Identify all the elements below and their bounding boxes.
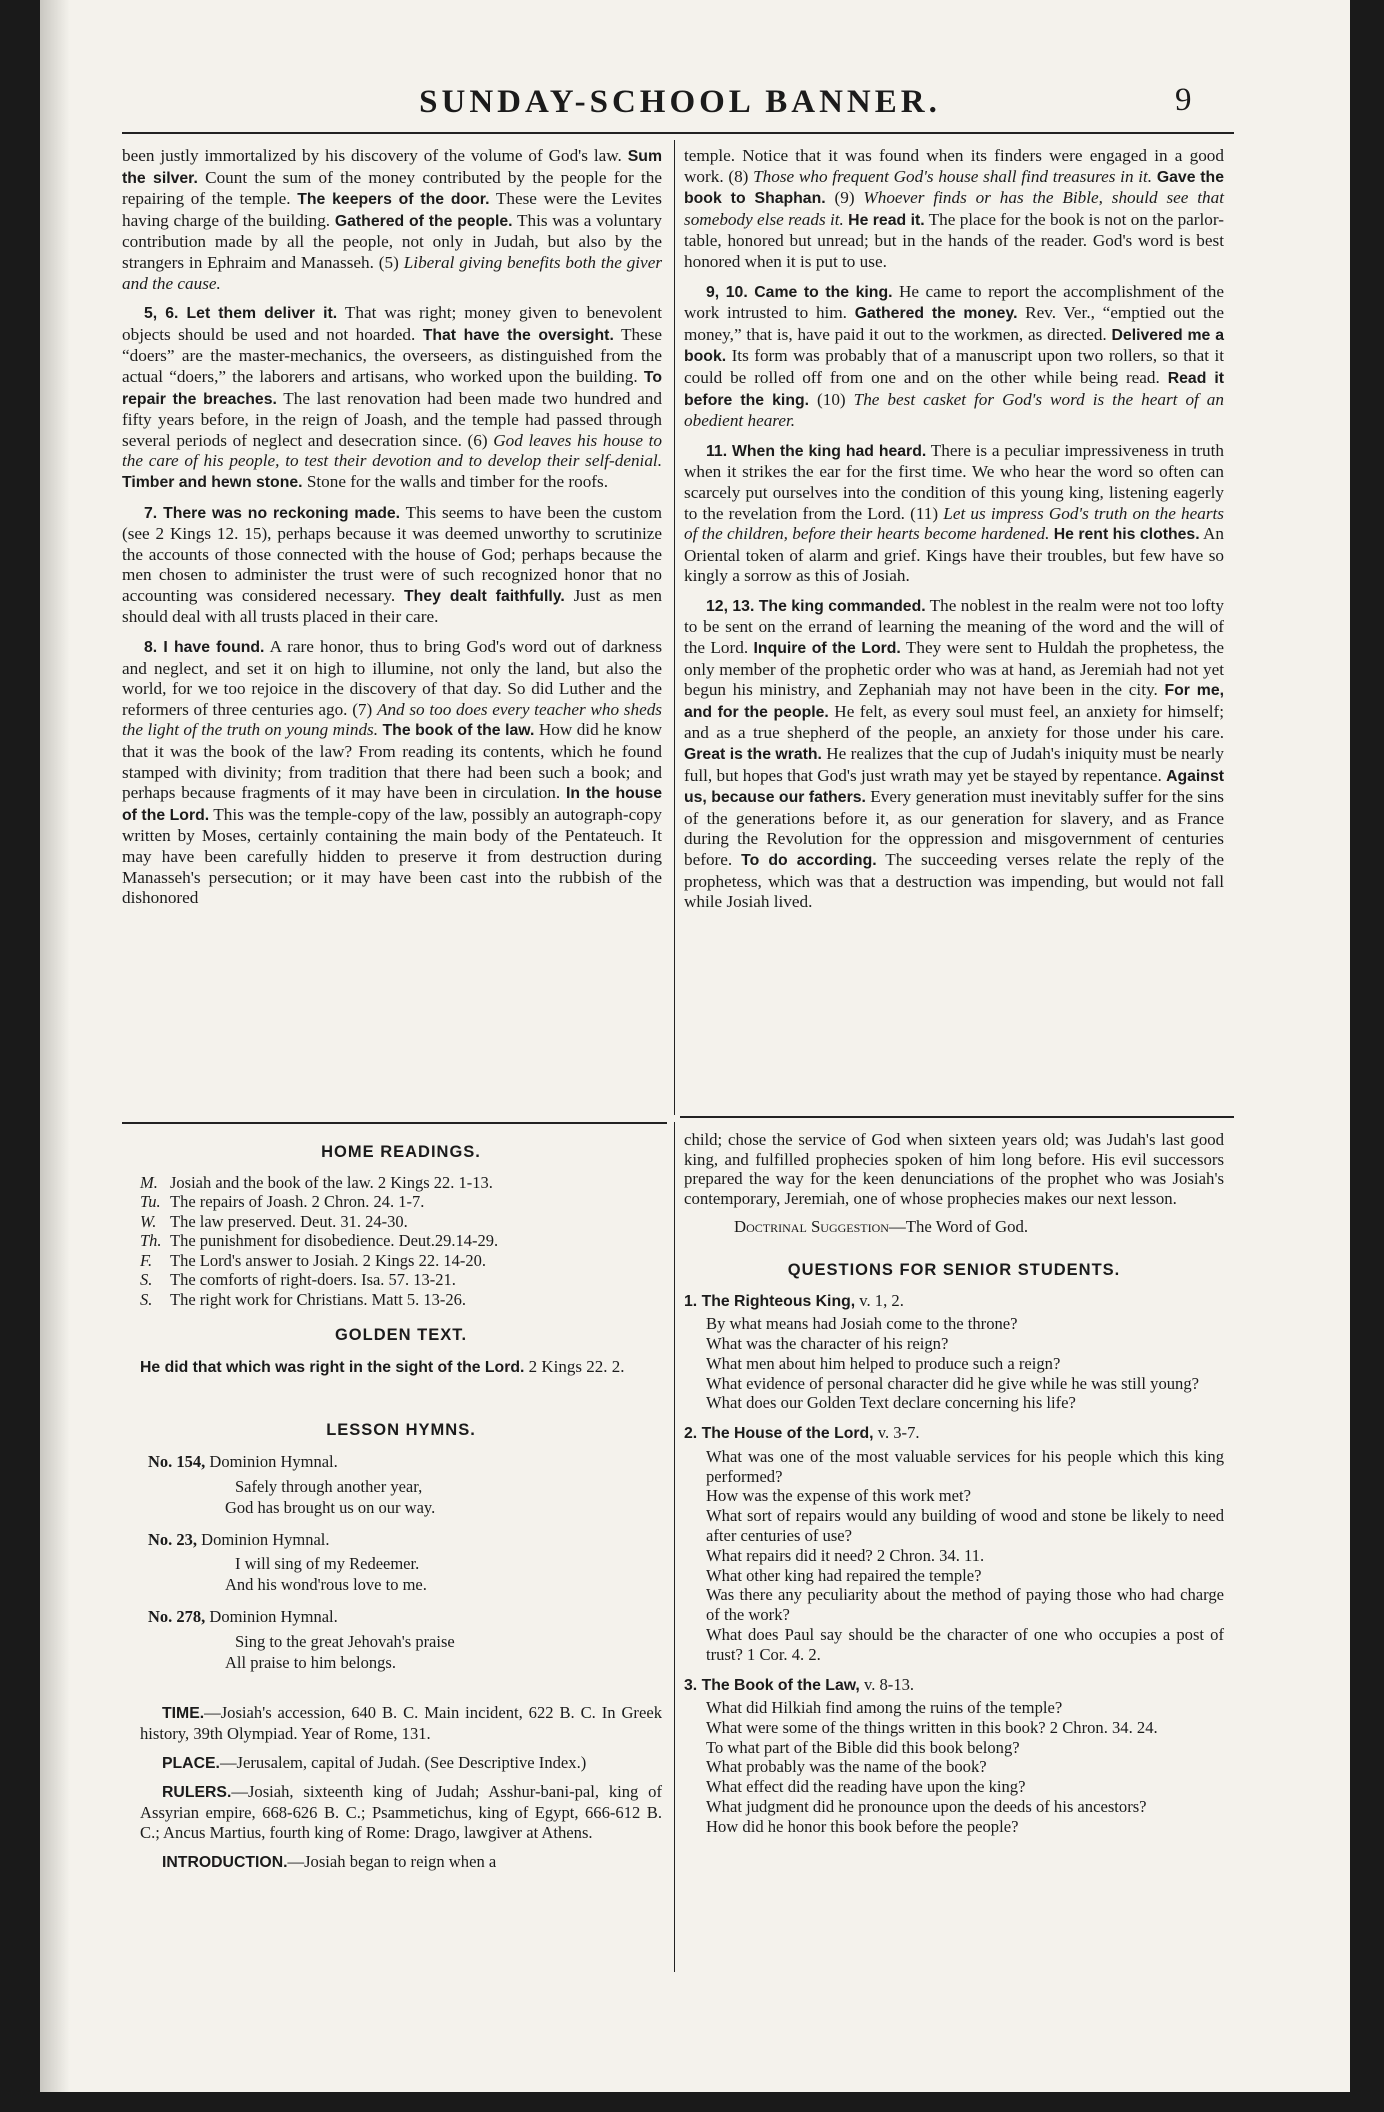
- hymn-no-label: No. 23,: [148, 1529, 198, 1549]
- question-item: What men about him helped to produce such a reign?: [706, 1353, 1061, 1373]
- text-run: Every generation must inevitably suffer for the sins of the generations before it, as our generation for slavery, and as France during the Revolution for the oppression and misgovernment of centuries before.: [684, 787, 1224, 869]
- text-run: The noblest in the realm were not too lofty to be sent on the errand of learning the meaning of the word and the will of the Lord.: [684, 595, 1225, 658]
- text-run: (9): [825, 188, 864, 208]
- bold-lead: He read it.: [848, 211, 925, 229]
- hymn-no-label: No. 154,: [148, 1452, 206, 1472]
- bold-lead: The keepers of the door.: [297, 191, 490, 209]
- question-item: How did he honor this book before the people?: [706, 1816, 1019, 1836]
- reading-day: S.: [140, 1270, 153, 1290]
- bold-lead: To do according.: [741, 852, 877, 869]
- hymn-no-label: No. 278,: [148, 1607, 206, 1627]
- paragraph: [122, 146, 662, 294]
- bold-lead: Inquire of the Lord.: [753, 640, 901, 658]
- question-item: What probably was the name of the book?: [706, 1757, 987, 1777]
- text-run: They were sent to Huldah the prophetess, the only member of the prophetic order who was at hand, as Jeremiah had not yet begun his ministry, and Zephaniah may not have been in the city.: [684, 638, 1224, 700]
- text-run: The place for the book is not on the parlor-table, honored but unread; but in the hands of the reader. God's word is best honored when it is put to use.: [684, 209, 1225, 271]
- hymn-source: Dominion Hymnal.: [205, 1607, 338, 1627]
- bold-lead: INTRODUCTION.: [162, 1853, 288, 1871]
- lesson-fact: [140, 1703, 662, 1744]
- bold-lead: Delivered me a book.: [684, 326, 1224, 366]
- bold-lead: Read it before the king.: [684, 369, 1225, 409]
- question-item: Was there any peculiarity about the method of paying those who had charge of the work?: [706, 1585, 1224, 1625]
- bold-lead: Gathered of the people.: [334, 212, 513, 230]
- reading-text: Josiah and the book of the law. 2 Kings 22. 1-13.: [170, 1172, 493, 1192]
- bold-lead: The book of the law.: [382, 722, 535, 740]
- lesson-fact: [140, 1753, 662, 1774]
- column-top-right: [684, 146, 1224, 922]
- paragraph: [122, 503, 662, 629]
- question-group-title: 2. The House of the Lord,: [684, 1425, 874, 1443]
- text-run: temple. Notice that it was found when its finders were engaged in a good work. (8): [684, 146, 1224, 186]
- bold-lead: They dealt faithfully.: [404, 587, 565, 605]
- lesson-fact: [140, 1852, 662, 1873]
- bold-lead: 5, 6. Let them deliver it.: [144, 305, 338, 323]
- reading-item: [140, 1212, 662, 1232]
- bold-lead: RULERS.: [162, 1784, 232, 1802]
- paragraph: [684, 441, 1224, 587]
- italic-point: And so too does every teacher who sheds the light of the truth on young minds.: [122, 699, 662, 740]
- hymn-number: [148, 1607, 662, 1628]
- question-item: What evidence of personal character did he give while he was still young?: [706, 1373, 1200, 1393]
- hymn-line: God has brought us on our way.: [225, 1497, 436, 1517]
- text-run: Count the sum of the money contributed by the people for the repairing of the temple.: [122, 167, 662, 209]
- text-run: Rev. Ver., “emptied out the money,” that is, have paid it out to the workmen, as directed.: [684, 303, 1224, 344]
- text-run: That was right; money given to benevolent objects should be used and not hoarded.: [122, 303, 662, 344]
- lesson-facts: [140, 1703, 662, 1873]
- question-group-title: 1. The Righteous King,: [684, 1292, 856, 1310]
- hymn-number: [148, 1452, 662, 1473]
- reading-day: M.: [140, 1172, 158, 1192]
- question-item: What other king had repaired the temple?: [706, 1565, 982, 1585]
- reading-day: Th.: [140, 1231, 162, 1251]
- doctrinal-text: —The Word of God.: [888, 1217, 1029, 1237]
- column-bottom-right: [684, 1130, 1224, 1837]
- bold-lead: Gathered the money.: [854, 305, 1018, 323]
- lesson-hymns-list: [140, 1452, 662, 1673]
- column-divider-top: [674, 140, 675, 1115]
- hymn-line: Safely through another year,: [235, 1476, 423, 1496]
- hymn-source: Dominion Hymnal.: [197, 1529, 330, 1549]
- page-gutter-shadow: [40, 0, 70, 2092]
- introduction-continued: child; chose the service of God when sixteen years old; was Judah's last good king, and fulfilled prophecies spoken of him long before. His evil successors prepared the way for the keen denunciations of the prophet who was Josiah's contemporary, Jeremiah, one of whose prophecies makes our next lesson.: [684, 1130, 1224, 1208]
- bold-lead: Great is the wrath.: [684, 746, 822, 764]
- bold-lead: Gave the book to Shaphan.: [684, 168, 1224, 208]
- bold-lead: 12, 13. The king commanded.: [706, 597, 926, 615]
- hymn-line: Sing to the great Jehovah's praise: [235, 1632, 455, 1652]
- text-run: He realizes that the cup of Judah's iniquity must be nearly full, but hopes that God's just wrath may yet be stayed by repentance.: [684, 744, 1224, 785]
- home-readings-heading: HOME READINGS.: [321, 1143, 481, 1161]
- paragraph: [684, 282, 1224, 432]
- question-group-heading: [684, 1291, 1224, 1313]
- italic-point: God leaves his house to the care of his people, to test their devotion and to develop their self-denial.: [122, 430, 662, 471]
- question-group-ref: v. 1, 2.: [855, 1290, 904, 1310]
- reading-item: [140, 1251, 662, 1271]
- lesson-hymns-heading: LESSON HYMNS.: [326, 1420, 476, 1439]
- bold-lead: 8. I have found.: [144, 639, 265, 657]
- text-run: This was a voluntary contribution made by all the people, not only in Judah, but also by the strangers in Ephraim and Manasseh. (5): [122, 210, 662, 272]
- bold-lead: 9, 10. Came to the king.: [706, 283, 893, 301]
- question-item: By what means had Josiah come to the throne?: [706, 1314, 1018, 1334]
- reading-text: The Lord's answer to Josiah. 2 Kings 22. 14-20.: [170, 1250, 486, 1270]
- question-item: What does our Golden Text declare concerning his life?: [706, 1393, 1076, 1413]
- questions-heading: QUESTIONS FOR SENIOR STUDENTS.: [787, 1260, 1121, 1279]
- paragraph: [684, 596, 1224, 913]
- text-run: There is a peculiar impressiveness in truth when it strikes the ear for the first time. We who hear the word so often can scarcely put ourselves into the condition of this young king, listening eagerly to the revelation from the Lord. (11): [684, 440, 1224, 523]
- reading-item: [140, 1231, 662, 1251]
- question-group-heading: [684, 1423, 1224, 1445]
- section-rule-left: [122, 1122, 667, 1124]
- question-group-ref: v. 3-7.: [873, 1423, 920, 1443]
- question-item: What was one of the most valuable services for his people which this king performed?: [706, 1446, 1224, 1486]
- question-item: What effect did the reading have upon the king?: [706, 1777, 1026, 1797]
- home-readings-list: [140, 1173, 662, 1310]
- page-number: 9: [1175, 82, 1192, 118]
- text-run: —Josiah's accession, 640 B. C. Main incident, 622 B. C. In Greek history, 39th Olympiad. Year of Rome, 131.: [140, 1703, 662, 1743]
- text-run: A rare honor, thus to bring God's word out of darkness and neglect, and set it on high to illumine, not only the land, but also the world, for we too rejoice in the discovery of that day. So did Luther and the reformers of three centuries ago. (7): [122, 637, 663, 719]
- text-run: He came to report the accomplishment of the work intrusted to him.: [684, 281, 1224, 323]
- hymn-line: All praise to him belongs.: [225, 1653, 396, 1673]
- text-run: The last renovation had been made two hundred and fifty years before, in the reign of Joash, and the temple had passed through several periods of neglect and desecration since. (6): [122, 388, 662, 450]
- column-divider-bottom: [674, 1122, 675, 1972]
- reading-day: S.: [140, 1289, 153, 1309]
- question-group-heading: [684, 1675, 1224, 1697]
- reading-item: [140, 1192, 662, 1212]
- reading-text: The comforts of right-doers. Isa. 57. 13-21.: [170, 1270, 456, 1290]
- question-group-title: 3. The Book of the Law,: [684, 1676, 860, 1694]
- column-bottom-left: [140, 1134, 662, 1882]
- question-item: What sort of repairs would any building of wood and stone be likely to need after centuries of use?: [706, 1506, 1224, 1545]
- bold-lead: Timber and hewn stone.: [122, 473, 303, 491]
- text-run: The succeeding verses relate the reply of the prophetess, which was that a destruction was impending, but would not fall while Josiah lived.: [684, 850, 1224, 912]
- text-run: —Josiah, sixteenth king of Judah; Asshur-bani-pal, king of Assyrian empire, 668-626 B. C.; Psammetichus, king of Egypt, 666-612 B. C.; Ancus Martius, fourth king of Rome: Drago, lawgiver at Athens.: [140, 1782, 662, 1843]
- bold-lead: To repair the breaches.: [122, 368, 662, 408]
- reading-day: F.: [140, 1250, 153, 1270]
- reading-day: Tu.: [140, 1192, 161, 1212]
- text-run: been justly immortalized by his discovery of the volume of God's law.: [122, 146, 628, 165]
- bold-lead: In the house of the Lord.: [122, 785, 663, 824]
- bold-lead: He rent his clothes.: [1053, 526, 1200, 544]
- page: [40, 0, 1350, 2092]
- text-run: Its form was probably that of a manuscript upon two rollers, so that it could be rolled off from one and on the other while being read.: [684, 346, 1224, 387]
- bold-lead: TIME.: [162, 1705, 205, 1723]
- italic-point: The best casket for God's word is the heart of an obedient hearer.: [684, 389, 1224, 431]
- reading-item: [140, 1270, 662, 1290]
- bold-lead: PLACE.: [162, 1754, 220, 1772]
- text-run: These “doers” are the master-mechanics, the overseers, as distinguished from the actual “doers,” the laborers and artisans, who worked upon the building.: [122, 324, 663, 386]
- text-run: —Josiah began to reign when a: [287, 1851, 497, 1871]
- hymn-line: I will sing of my Redeemer.: [235, 1554, 420, 1574]
- question-group-ref: v. 8-13.: [859, 1674, 915, 1694]
- golden-text-verse: He did that which was right in the sight of the Lord.: [140, 1358, 525, 1376]
- questions-list: [684, 1291, 1224, 1837]
- column-top-left: [122, 146, 662, 918]
- reading-text: The law preserved. Deut. 31. 24-30.: [170, 1211, 408, 1231]
- question-item: What does Paul say should be the character of one who occupies a post of trust? 1 Cor. 4. 2.: [706, 1624, 1224, 1664]
- text-run: Stone for the walls and timber for the roofs.: [302, 471, 609, 491]
- bold-lead: Sum the silver.: [122, 148, 662, 187]
- text-run: This seems to have been the custom (see 2 Kings 12. 15), perhaps because it was deemed unworthy to scrutinize the accounts of those connected with the house of God; perhaps because the men chosen to administer the trust were of such recognized honor that no accounting was considered necessary.: [122, 502, 662, 605]
- paragraph: [122, 303, 662, 493]
- text-run: An Oriental token of alarm and grief. Kings have their troubles, but few have so kingly a sorrow as this of Josiah.: [684, 524, 1224, 586]
- golden-text-heading: GOLDEN TEXT.: [334, 1326, 468, 1345]
- paragraph: [684, 146, 1224, 273]
- question-item: What were some of the things written in this book? 2 Chron. 34. 24.: [706, 1717, 1158, 1737]
- italic-point: Let us impress God's truth on the hearts of the children, before their hearts become hardened.: [684, 503, 1224, 544]
- doctrinal-suggestion: [684, 1217, 1224, 1238]
- bold-lead: Against us, because our fathers.: [684, 767, 1224, 807]
- reading-item: [140, 1173, 662, 1193]
- italic-point: Liberal giving benefits both the giver and the cause.: [122, 252, 663, 293]
- bold-lead: That have the oversight.: [422, 326, 614, 344]
- bold-lead: For me, and for the people.: [684, 682, 1224, 721]
- header-rule: [122, 132, 1234, 134]
- bold-lead: 7. There was no reckoning made.: [144, 504, 401, 522]
- lesson-fact: [140, 1782, 662, 1842]
- section-rule-right: [680, 1116, 1234, 1118]
- reading-text: The punishment for disobedience. Deut.29.14-29.: [170, 1231, 499, 1251]
- question-item: To what part of the Bible did this book belong?: [706, 1737, 1020, 1757]
- text-run: —Jerusalem, capital of Judah. (See Descriptive Index.): [219, 1752, 587, 1772]
- reading-text: The repairs of Joash. 2 Chron. 24. 1-7.: [170, 1192, 425, 1212]
- text-run: This was the temple-copy of the law, possibly an autograph-copy written by Moses, certainly containing the main body of the Pentateuch. It may have been carefully hidden to preserve it from destruction during Manasseh's persecution; or it may have been cast into the rubbish of the dishonored: [122, 804, 662, 908]
- reading-text: The right work for Christians. Matt 5. 13-26.: [170, 1289, 467, 1309]
- paragraph: [122, 637, 662, 909]
- reading-item: [140, 1290, 662, 1310]
- hymn-number: [148, 1530, 662, 1551]
- reading-day: W.: [140, 1211, 157, 1231]
- golden-text: [140, 1356, 662, 1378]
- question-item: What repairs did it need? 2 Chron. 34. 11.: [706, 1545, 985, 1565]
- text-run: How did he know that it was the book of the law? From reading its contents, which he found stamped with divinity; from tradition that there had been such a book; and perhaps because fragments of it may have been in circulation.: [122, 720, 663, 803]
- hymn-source: Dominion Hymnal.: [205, 1452, 338, 1472]
- question-item: What was the character of his reign?: [706, 1333, 949, 1353]
- golden-text-ref: 2 Kings 22. 2.: [524, 1356, 625, 1376]
- hymn-line: And his wond'rous love to me.: [225, 1575, 427, 1595]
- question-item: How was the expense of this work met?: [706, 1486, 971, 1506]
- question-item: What did Hilkiah find among the ruins of the temple?: [706, 1698, 1063, 1718]
- question-item: What judgment did he pronounce upon the deeds of his ancestors?: [706, 1797, 1147, 1817]
- text-run: These were the Levites having charge of the building.: [122, 189, 662, 230]
- italic-point: Those who frequent God's house shall find treasures in it.: [753, 166, 1153, 186]
- text-run: He felt, as every soul must feel, an anxiety for himself; and as a true shepherd of the people, an anxiety for those under his care.: [684, 701, 1224, 743]
- doctrinal-label: Doctrinal Suggestion: [734, 1217, 889, 1237]
- text-run: Just as men should deal with all trusts placed in their care.: [122, 585, 662, 627]
- text-run: (10): [809, 389, 854, 409]
- bold-lead: 11. When the king had heard.: [706, 442, 927, 460]
- italic-point: Whoever finds or has the Bible, should see that somebody else reads it.: [684, 188, 1225, 229]
- running-header: SUNDAY-SCHOOL BANNER.: [419, 84, 941, 120]
